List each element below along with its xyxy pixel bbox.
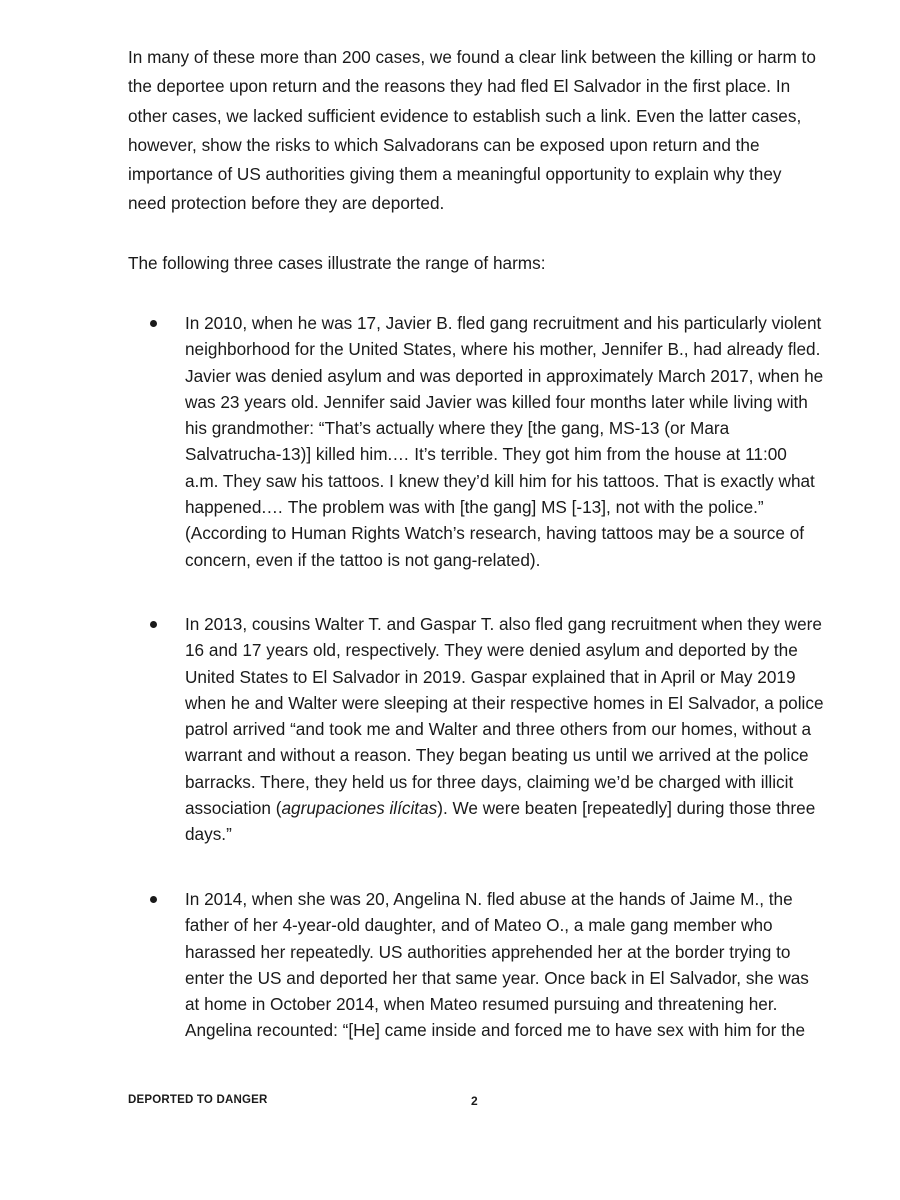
intro-paragraph: In many of these more than 200 cases, we found a clear link between the killing or harm to the deportee upon return and the reasons they had fled El Salvador in the first place. In other cases, we lacked sufficient evidence to establish such a link. Even the latter cases, however, show the risks to which Salvadorans can be exposed upon return and the importance of US authorities giving them a meaningful opportunity to explain why they need protection before they are deported.	[128, 47, 816, 214]
case-text-part: ). We were beaten [repeatedly] during those three days.”	[185, 798, 816, 845]
case-text-part: In 2013, cousins Walter T. and Gaspar T. also fled gang recruitment when they were 16 and 17 years old, respectively. They were denied asylum and deported by the United States to El Salvador in 2019. Gaspar explained that in April or May 2019 when he and Walter were sleeping at their respective homes in El Salvador, a police patrol arrived “and took me and Walter and three others from our homes, without a warrant and without a reason. They began beating us until we arrived at the police barracks. There, they held us for three days, claiming we’d be charged with illicit association (	[185, 614, 824, 819]
case-text	[185, 611, 825, 848]
bullet-icon	[150, 896, 157, 903]
footer-page-number: 2	[471, 1094, 478, 1108]
cases-intro-paragraph: The following three cases illustrate the range of harms:	[128, 253, 546, 273]
bullet-icon	[150, 320, 157, 327]
case-text-italic-term: agrupaciones ilícitas	[281, 798, 438, 819]
footer-report-title: DEPORTED TO DANGER	[128, 1094, 268, 1106]
bullet-icon	[150, 621, 157, 628]
case-text: In 2014, when she was 20, Angelina N. fled abuse at the hands of Jaime M., the father of her 4-year-old daughter, and of Mateo O., a male gang member who harassed her repeatedly. US authorities apprehended her at the border trying to enter the US and deported her that same year. Once back in El Salvador, she was at home in October 2014, when Mateo resumed pursuing and threatening her. Angelina recounted: “[He] came inside and forced me to have sex with him for the	[185, 889, 809, 1041]
case-text: In 2010, when he was 17, Javier B. fled gang recruitment and his particularly violent neighborhood for the United States, where his mother, Jennifer B., had already fled. Javier was denied asylum and was deported in approximately March 2017, when he was 23 years old. Jennifer said Javier was killed four months later while living with his grandmother: “That’s actually where they [the gang, MS-13 (or Mara Salvatrucha-13)] killed him.… It’s terrible. They got him from the house at 11:00 a.m. They saw his tattoos. I knew they’d kill him for his tattoos. That is exactly what happened.… The problem was with [the gang] MS [-13], not with the police.” (According to Human Rights Watch’s research, having tattoos may be a source of concern, even if the tattoo is not gang-related).	[185, 313, 824, 570]
